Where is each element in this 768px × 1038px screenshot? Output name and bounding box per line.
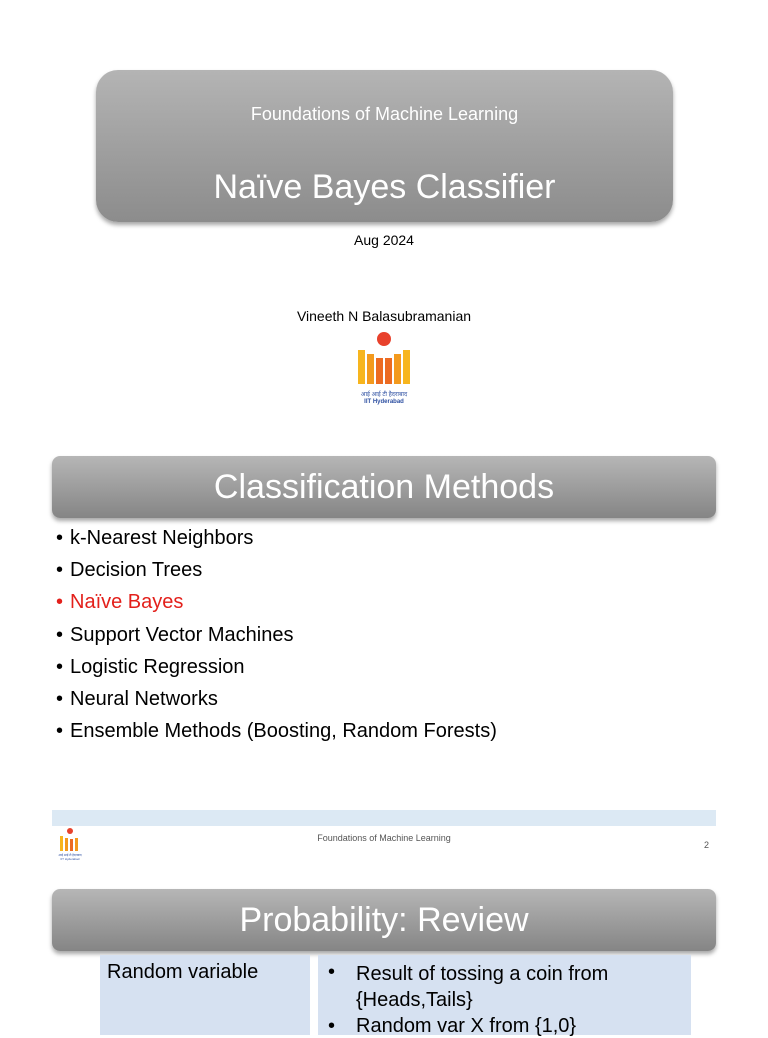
list-item: • Support Vector Machines: [56, 623, 294, 646]
slide-heading: Probability: Review: [52, 889, 716, 951]
logo-bar: [403, 350, 410, 384]
logo-english-text: IIT Hyderabad: [364, 399, 404, 405]
logo-bar: [358, 350, 365, 384]
methods-list: [56, 522, 497, 747]
logo-hindi-text: आई आई टी हैदराबाद: [360, 392, 408, 398]
list-item-highlighted: • Naïve Bayes: [56, 591, 184, 614]
list-item: • Decision Trees: [56, 559, 203, 582]
bullet-marker: •: [328, 961, 336, 983]
list-item-text: Decision Trees: [70, 559, 203, 582]
title-banner: [96, 70, 673, 222]
bullet-marker: •: [328, 1015, 336, 1037]
list-item-text: k-Nearest Neighbors: [70, 527, 254, 549]
logo-dot: [377, 332, 391, 346]
logo-bar: [376, 358, 383, 384]
list-item-text: Support Vector Machines: [70, 623, 294, 646]
list-item-text: Naïve Bayes: [70, 591, 184, 614]
footer-logo-english: IIT Hyderabad: [60, 857, 80, 861]
logo-bar: [394, 354, 401, 384]
footer-band: [52, 810, 716, 826]
table-cell-term: [100, 955, 310, 1035]
list-item-text: Logistic Regression: [70, 655, 245, 678]
lecture-title: Naïve Bayes Classifier: [213, 168, 556, 206]
list-item-text: Ensemble Methods (Boosting, Random Forests): [70, 720, 497, 743]
list-item: • Ensemble Methods (Boosting, Random Forests): [56, 720, 497, 743]
author-name: Vineeth N Balasubramanian: [296, 308, 472, 324]
footer-logo-hindi: आई आई टी हैदराबाद: [58, 853, 82, 857]
footer-course-name: Foundations of Machine Learning: [317, 833, 451, 843]
list-item: • Logistic Regression: [56, 655, 245, 678]
logo-bar: [367, 354, 374, 384]
logo-bar: [385, 358, 392, 384]
definition-text: Random var X from {1,0}: [356, 1015, 577, 1037]
page-number: 2: [704, 840, 710, 850]
table-cell-definition: [318, 955, 691, 1035]
term-text: Random variable: [107, 961, 259, 983]
list-item: • k-Nearest Neighbors: [56, 527, 254, 549]
definition-text: Result of tossing a coin from {Heads,Tails}: [356, 963, 609, 1011]
iith-logo: [356, 332, 412, 412]
list-item: • Neural Networks: [56, 687, 218, 710]
list-item-text: Neural Networks: [70, 687, 218, 710]
lecture-date: Aug 2024: [354, 232, 414, 248]
slide-heading: Classification Methods: [52, 456, 716, 518]
course-subtitle: Foundations of Machine Learning: [250, 104, 519, 124]
